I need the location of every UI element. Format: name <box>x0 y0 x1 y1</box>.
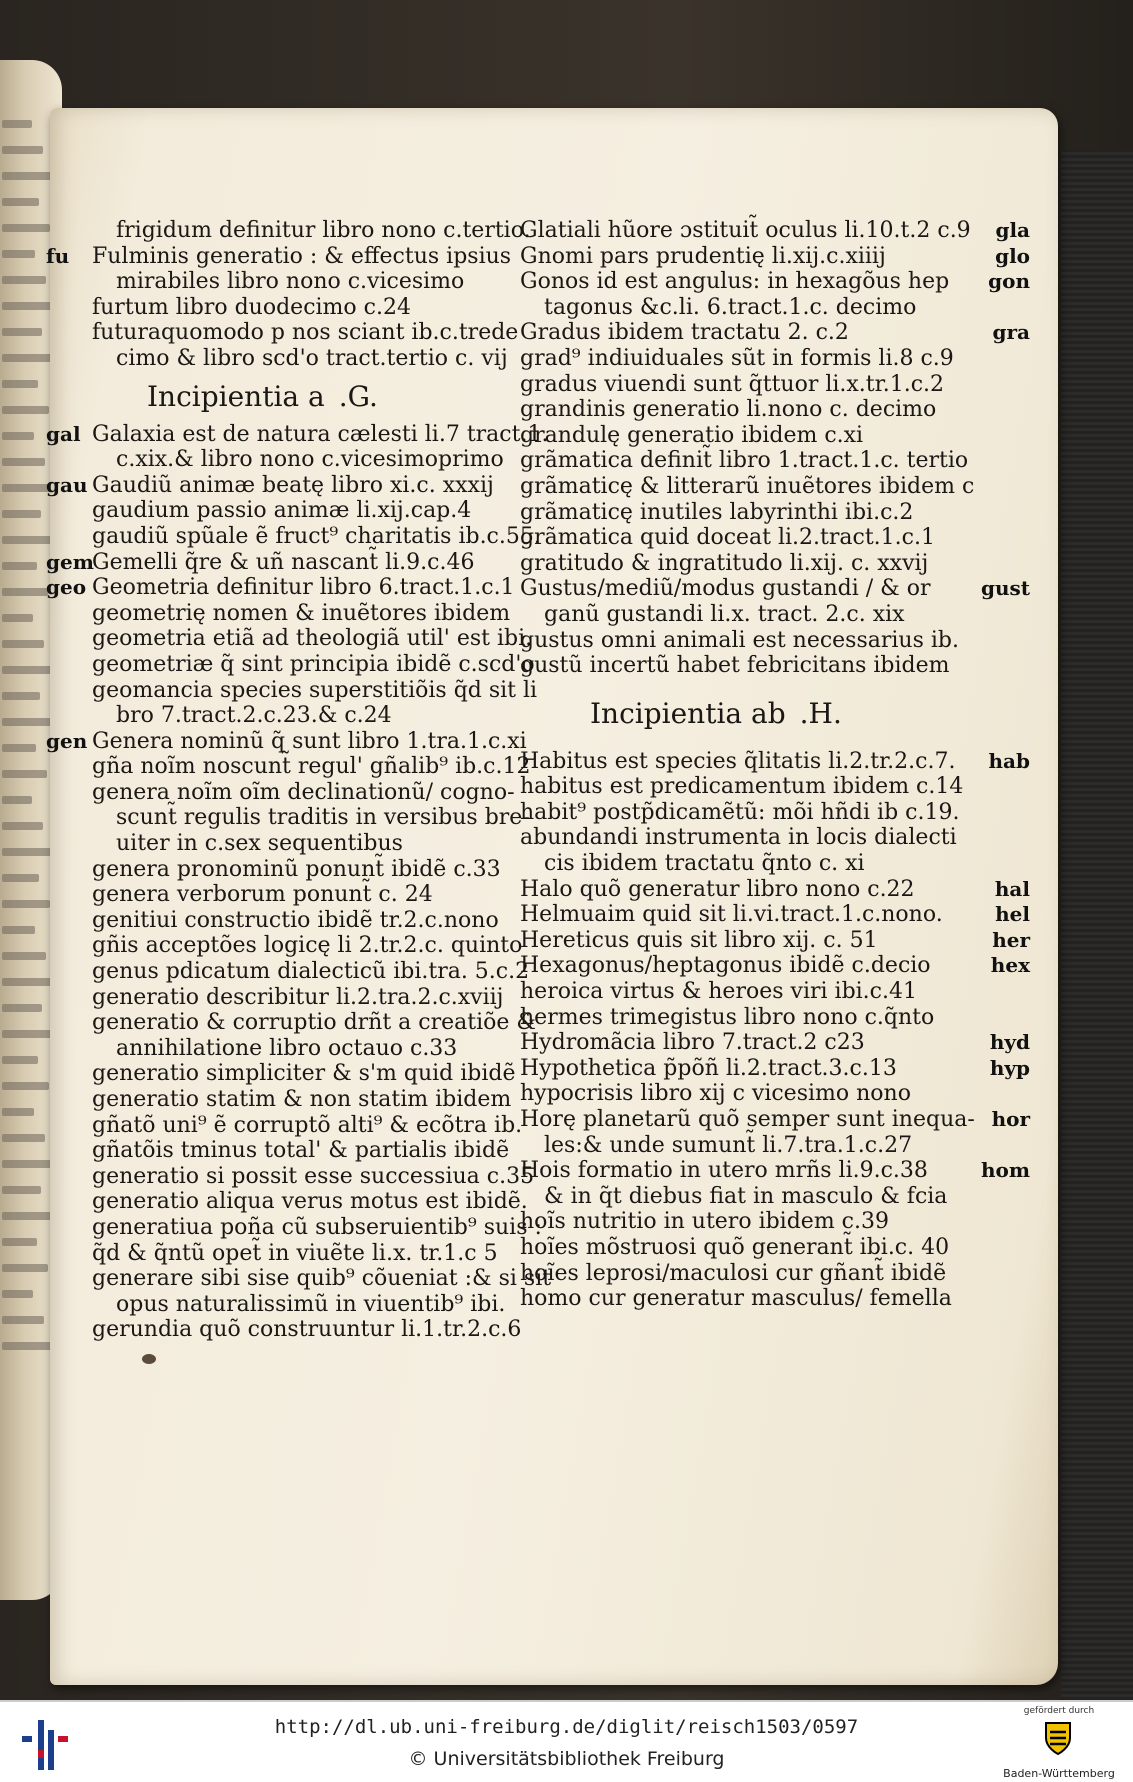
index-entry <box>92 1241 562 1267</box>
entry-text: geometriæ q̃ sint principia ibidẽ c.scd'o <box>92 651 535 677</box>
entry-text: Hypothetica p̃põñ li.2.tract.3.c.13 <box>520 1055 897 1081</box>
entry-text: gaudiũ spũale ẽ fruct⁹ charitatis ib.c.55. <box>92 523 541 549</box>
bleed-text-stroke <box>2 1160 56 1168</box>
index-entry <box>520 800 990 826</box>
bleed-text-stroke <box>2 640 44 648</box>
index-entry <box>520 500 990 526</box>
index-entry <box>92 780 562 806</box>
index-entry <box>92 295 562 321</box>
index-entry <box>92 1010 562 1036</box>
bleed-text-stroke <box>2 380 38 388</box>
index-entry <box>92 1061 562 1087</box>
entry-text: generare sibi sise quib⁹ cõueniat :& si sit <box>92 1266 552 1292</box>
index-entry <box>520 979 990 1005</box>
entry-text: gustus omni animali est necessarius ib. <box>520 627 959 653</box>
index-entry <box>92 831 562 857</box>
entry-text: & in q̃t diebus fiat in masculo & fcia <box>544 1183 948 1209</box>
index-entry <box>92 1138 562 1164</box>
entry-text: Hereticus quis sit libro xij. c. 51 <box>520 927 878 953</box>
index-entry <box>520 825 990 851</box>
bleed-text-stroke <box>2 354 53 362</box>
index-entry <box>92 218 562 244</box>
entry-text: Fulminis generatio : & effectus ipsius <box>92 243 512 269</box>
index-entry <box>92 933 562 959</box>
margin-keyword: glo <box>995 243 1030 268</box>
entry-text: Gonos id est angulus: in hexagõus hep <box>520 269 950 295</box>
index-entry <box>92 1266 562 1292</box>
entry-text: scunt̃ regulis traditis in versibus bre- <box>116 805 530 831</box>
index-entry <box>92 1189 562 1215</box>
entry-text: grãmatica definit̃ libro 1.tract.1.c. tertio <box>520 448 969 474</box>
index-entry <box>92 269 562 295</box>
index-entry <box>520 423 990 449</box>
index-entry <box>520 218 1030 244</box>
margin-keyword: gau <box>46 472 88 497</box>
entry-text: c.xix.& libro nono c.vicesimoprimo <box>116 447 504 473</box>
bleed-text-stroke <box>2 458 45 466</box>
entry-text: homo cur generatur masculus/ femella <box>520 1286 952 1312</box>
margin-keyword: hyp <box>989 1055 1030 1080</box>
index-entry <box>520 774 990 800</box>
index-entry <box>520 551 990 577</box>
margin-keyword: gla <box>995 218 1030 242</box>
entry-text: cis ibidem tractatu q̃nto c. xi <box>544 851 865 877</box>
entry-text: hoĩes leprosi/maculosi cur gñant̃ ibidẽ <box>520 1260 947 1286</box>
entry-text: hoĩes mõstruosi quõ generant̃ ibi.c. 40 <box>520 1234 950 1260</box>
index-entry <box>92 524 562 550</box>
index-entry <box>520 576 1030 602</box>
entry-text: Glatiali hũore ɔstituit̃ oculus li.10.t.2 c.9 <box>520 218 971 243</box>
section-heading-letter: .G. <box>338 379 378 413</box>
entry-text: grandinis generatio li.nono c. decimo <box>520 397 937 423</box>
entry-text: habitus est predicamentum ibidem c.14 <box>520 774 964 800</box>
margin-keyword: hyd <box>989 1030 1030 1055</box>
entry-text: gaudium passio animæ li.xij.cap.4 <box>92 498 472 524</box>
index-entry <box>520 269 1030 295</box>
index-entry <box>520 851 990 877</box>
entry-text: Gaudiũ animæ beatę libro xi.c. xxxij <box>92 472 494 498</box>
bleed-text-stroke <box>2 744 36 752</box>
entry-text: Habitus est species q̃litatis li.2.tr.2.c.7. <box>520 748 956 774</box>
entry-text: genera noĩm oĩm declinationũ/ cogno- <box>92 779 515 805</box>
bleed-text-stroke <box>2 1108 34 1116</box>
entry-text: Halo quõ generatur libro nono c.22 <box>520 876 915 902</box>
index-entry <box>520 1235 990 1261</box>
bleed-text-stroke <box>2 796 32 804</box>
bleed-text-stroke <box>2 978 57 986</box>
bleed-text-stroke <box>2 1134 45 1142</box>
bleed-text-stroke <box>2 328 42 336</box>
entry-text: genus pdicatum dialecticũ ibi.tra. 5.c.2 <box>92 959 530 985</box>
index-entry <box>92 1113 562 1139</box>
bleed-text-stroke <box>2 848 54 856</box>
index-entry <box>520 1133 990 1159</box>
index-entry <box>520 1081 990 1107</box>
entry-text: tagonus &c.li. 6.tract.1.c. decimo <box>544 294 917 320</box>
margin-keyword: gal <box>46 421 81 446</box>
index-entry <box>46 421 562 448</box>
index-entry <box>520 748 1030 775</box>
index-entry <box>92 1087 562 1113</box>
index-entry <box>92 1164 562 1190</box>
entry-text: generatio simpliciter & s'm quid ibidẽ <box>92 1061 516 1087</box>
bleed-text-stroke <box>2 718 51 726</box>
index-entry <box>92 908 562 934</box>
left-column <box>46 218 562 1343</box>
bleed-text-stroke <box>2 406 49 414</box>
index-entry <box>520 448 990 474</box>
bleed-text-stroke <box>2 1212 52 1220</box>
entry-text: gñatõ uni⁹ ẽ corruptõ alti⁹ & ecõtra ib. <box>92 1112 523 1138</box>
entry-text: cimo & libro scd'o tract.tertio c. vij <box>116 345 508 371</box>
entry-text: Genera nominũ q̃ sunt libro 1.tra.1.c.xi <box>92 728 527 754</box>
margin-keyword: gust <box>980 576 1030 601</box>
index-entry <box>520 1261 990 1287</box>
copyright-notice: © Universitätsbibliothek Freiburg <box>408 1748 725 1770</box>
index-entry <box>92 959 562 985</box>
section-heading <box>92 376 562 418</box>
bleed-text-stroke <box>2 1290 33 1298</box>
index-entry <box>520 320 1030 346</box>
entry-text: generatio si possit esse successiua c.35 <box>92 1163 535 1189</box>
section-heading-word: Incipientia a <box>147 379 325 413</box>
index-entry <box>92 678 562 704</box>
index-entry <box>520 295 990 321</box>
bleed-text-stroke <box>2 1342 55 1350</box>
entry-text: gratitudo & ingratitudo li.xij. c. xxvij <box>520 550 929 576</box>
viewer-footer <box>0 1700 1133 1782</box>
funder-caption: gefördert durch <box>1023 1706 1095 1716</box>
ink-blot <box>142 1354 156 1364</box>
permalink-url[interactable]: http://dl.ub.uni-freiburg.de/diglit/reisch1503/0597 <box>274 1716 859 1738</box>
entry-text: frigidum definitur libro nono c.tertio. <box>116 218 531 243</box>
entry-text: Gemelli q̃re & uñ nascant̃ li.9.c.46 <box>92 549 475 575</box>
entry-text: generatiua poña cũ subseruientib⁹ suis : <box>92 1214 542 1240</box>
entry-text: gñis acceptões logicę li 2.tr.2.c. quinto <box>92 933 523 959</box>
entry-text: hypocrisis libro xij c vicesimo nono <box>520 1081 911 1107</box>
entry-text: genitiui constructio ibidẽ tr.2.c.nono <box>92 907 499 933</box>
margin-keyword: gem <box>46 549 94 574</box>
index-entry <box>520 628 990 654</box>
bleed-text-stroke <box>2 692 40 700</box>
index-entry <box>520 1286 990 1312</box>
bleed-text-stroke <box>2 224 50 232</box>
bleed-text-stroke <box>2 1056 38 1064</box>
index-entry <box>92 626 562 652</box>
index-entry <box>92 805 562 831</box>
margin-keyword: hel <box>995 902 1030 927</box>
margin-keyword: geo <box>46 575 87 600</box>
entry-text: heroica virtus & heroes viri ibi.c.41 <box>520 979 917 1005</box>
margin-keyword: gon <box>988 269 1030 294</box>
index-entry <box>520 474 990 500</box>
bleed-text-stroke <box>2 1316 44 1324</box>
index-entry <box>520 653 990 679</box>
margin-keyword: hal <box>994 876 1030 901</box>
bleed-text-stroke <box>2 614 33 622</box>
index-entry <box>520 346 990 372</box>
entry-text: generatio & corruptio drñt a creatiõe & <box>92 1010 536 1036</box>
index-entry <box>92 652 562 678</box>
entry-text: opus naturalissimũ in viuentib⁹ ibi. <box>116 1291 506 1317</box>
section-heading-letter: .H. <box>799 696 842 730</box>
entry-text: habit⁹ postp̃dicamẽtũ: mõi hñdi ib c.19. <box>520 799 960 825</box>
index-entry <box>92 1292 562 1318</box>
index-entry <box>520 1005 990 1031</box>
index-entry <box>46 728 562 755</box>
entry-text: ganũ gustandi li.x. tract. 2.c. xix <box>544 601 905 627</box>
bleed-text-stroke <box>2 822 43 830</box>
index-entry <box>92 447 562 473</box>
bleed-text-stroke <box>2 146 43 154</box>
index-entry <box>520 243 1030 270</box>
bleed-text-stroke <box>2 1004 42 1012</box>
margin-keyword: gra <box>992 320 1030 345</box>
bleed-text-stroke <box>2 432 34 440</box>
entry-text: Hydromãcia libro 7.tract.2 c23 <box>520 1030 865 1056</box>
entry-text: grandulę generatio ibidem c.xi <box>520 422 864 448</box>
margin-keyword: her <box>992 927 1030 952</box>
bleed-text-stroke <box>2 250 35 258</box>
entry-text: bro 7.tract.2.c.23.& c.24 <box>116 703 392 729</box>
entry-text: Gradus ibidem tractatu 2. c.2 <box>520 320 849 346</box>
entry-text: les:& unde sumunt̃ li.7.tra.1.c.27 <box>544 1132 913 1158</box>
entry-text: uiter in c.sex sequentibus <box>116 831 403 857</box>
index-entry <box>92 320 562 346</box>
index-entry <box>520 397 990 423</box>
index-entry <box>92 882 562 908</box>
index-entry <box>92 703 562 729</box>
entry-text: Helmuaim quid sit li.vi.tract.1.c.nono. <box>520 902 943 928</box>
bleed-text-stroke <box>2 874 39 882</box>
bleed-text-stroke <box>2 926 35 934</box>
bleed-text-stroke <box>2 1030 53 1038</box>
index-entry <box>92 754 562 780</box>
margin-keyword: hom <box>980 1158 1030 1183</box>
entry-text: Hexagonus/heptagonus ibidẽ c.decio <box>520 953 931 979</box>
bleed-text-stroke <box>2 1186 41 1194</box>
index-entry <box>92 857 562 883</box>
entry-text: gradus viuendi sunt q̃ttuor li.x.tr.1.c.2 <box>520 371 945 397</box>
coat-of-arms-icon <box>1043 1720 1073 1756</box>
bleed-text-stroke <box>2 588 48 596</box>
index-entry <box>520 1184 990 1210</box>
entry-text: grãmaticę inutiles labyrinthi ibi.c.2 <box>520 499 914 525</box>
index-entry <box>92 1215 562 1241</box>
margin-keyword: hex <box>990 953 1030 978</box>
bleed-text-stroke <box>2 198 39 206</box>
index-entry <box>92 985 562 1011</box>
funder-name: Baden-Württemberg <box>1003 1767 1115 1780</box>
entry-text: mirabiles libro nono c.vicesimo <box>116 269 465 295</box>
index-entry <box>520 1107 1030 1133</box>
index-entry <box>520 953 1030 979</box>
index-entry <box>520 1209 990 1235</box>
bleed-text-stroke <box>2 276 46 284</box>
entry-text: geomancia species superstitiõis q̃d sit li <box>92 677 538 703</box>
entry-text: generatio statim & non statim ibidem <box>92 1087 512 1112</box>
index-entry <box>520 1055 1030 1082</box>
entry-text: generatio aliqua verus motus est ibidẽ. <box>92 1189 528 1215</box>
section-heading-word: Incipientia ab <box>590 696 786 730</box>
bleed-text-stroke <box>2 172 54 180</box>
bleed-text-stroke <box>2 1238 37 1246</box>
index-entry <box>46 549 562 576</box>
entry-text: Geometria definitur libro 6.tract.1.c.1 <box>92 575 515 601</box>
bleed-text-stroke <box>2 1264 48 1272</box>
entry-text: Hois formatio in utero mrñs li.9.c.38 <box>520 1158 928 1184</box>
entry-text: gña noĩm noscunt̃ regul' gñalib⁹ ib.c.12 <box>92 754 531 780</box>
index-entry <box>92 1317 562 1343</box>
bleed-text-stroke <box>2 510 41 518</box>
index-entry <box>520 1030 1030 1056</box>
index-entry <box>46 243 562 270</box>
index-entry <box>92 601 562 627</box>
margin-keyword: fu <box>46 243 70 268</box>
index-entry <box>520 927 1030 954</box>
entry-text: furtum libro duodecimo c.24 <box>92 294 411 320</box>
entry-text: Horę planetarũ quõ semper sunt inequa- <box>520 1107 975 1132</box>
index-entry <box>520 902 1030 928</box>
bleed-text-stroke <box>2 900 50 908</box>
entry-text: generatio describitur li.2.tra.2.c.xviij <box>92 984 504 1010</box>
entry-text: Galaxia est de natura cælesti li.7 tract.1. <box>92 421 549 447</box>
entry-text: grad⁹ indiuiduales sũt in formis li.8 c.9 <box>520 345 954 371</box>
entry-text: grãmaticę & litterarũ inuẽtores ibidem c <box>520 473 975 499</box>
entry-text: annihilatione libro octauo c.33 <box>116 1035 458 1061</box>
bleed-text-stroke <box>2 666 55 674</box>
entry-text: futuraquomodo p nos sciant ib.c.trede <box>92 320 519 346</box>
entry-text: geometrię nomen & inuẽtores ibidem <box>92 600 511 626</box>
index-entry <box>46 575 562 601</box>
entry-text: gñatõis tminus total' & partialis ibidẽ <box>92 1138 510 1164</box>
entry-text: geometria etiã ad theologiã util' est ibi. <box>92 626 533 652</box>
book-binding-right <box>1061 150 1133 1700</box>
bleed-text-stroke <box>2 770 47 778</box>
section-heading <box>520 693 990 735</box>
margin-keyword: hab <box>988 748 1030 773</box>
margin-keyword: gen <box>46 728 88 753</box>
index-entry <box>520 525 990 551</box>
book-page <box>46 108 1058 1685</box>
entry-text: q̃d & q̃ntũ opet̃ in viuẽte li.x. tr.1.c 5 <box>92 1240 498 1266</box>
index-entry <box>92 498 562 524</box>
index-entry <box>520 602 990 628</box>
entry-text: Gnomi pars prudentię li.xij.c.xiiij <box>520 243 886 269</box>
index-entry <box>520 876 1030 903</box>
index-entry <box>520 1158 1030 1184</box>
index-entry <box>520 372 990 398</box>
entry-text: hoĩs nutritio in utero ibidem c.39 <box>520 1209 889 1235</box>
entry-text: genera pronominũ ponunt̃ ibidẽ c.33 <box>92 856 501 882</box>
bleed-text-stroke <box>2 536 52 544</box>
right-column <box>520 218 1030 1312</box>
entry-text: abundandi instrumenta in locis dialecti <box>520 825 957 851</box>
entry-text: genera verborum ponunt̃ c. 24 <box>92 882 433 908</box>
funder-badge <box>999 1706 1119 1780</box>
bleed-text-stroke <box>2 562 37 570</box>
entry-text: grãmatica quid doceat li.2.tract.1.c.1 <box>520 525 935 551</box>
bleed-text-stroke <box>2 952 46 960</box>
entry-text: Gustus/mediũ/modus gustandi / & or <box>520 576 931 602</box>
entry-text: hermes trimegistus libro nono c.q̃nto <box>520 1004 935 1030</box>
bleed-text-stroke <box>2 1082 49 1090</box>
margin-keyword: hor <box>991 1107 1030 1131</box>
index-entry <box>46 472 562 499</box>
entry-text: gustũ incertũ habet febricitans ibidem <box>520 653 950 679</box>
index-entry <box>92 1036 562 1062</box>
bleed-text-stroke <box>2 302 57 310</box>
index-entry <box>92 346 562 372</box>
bleed-text-stroke <box>2 120 32 128</box>
entry-text: gerundia quõ construuntur li.1.tr.2.c.6 <box>92 1317 522 1343</box>
